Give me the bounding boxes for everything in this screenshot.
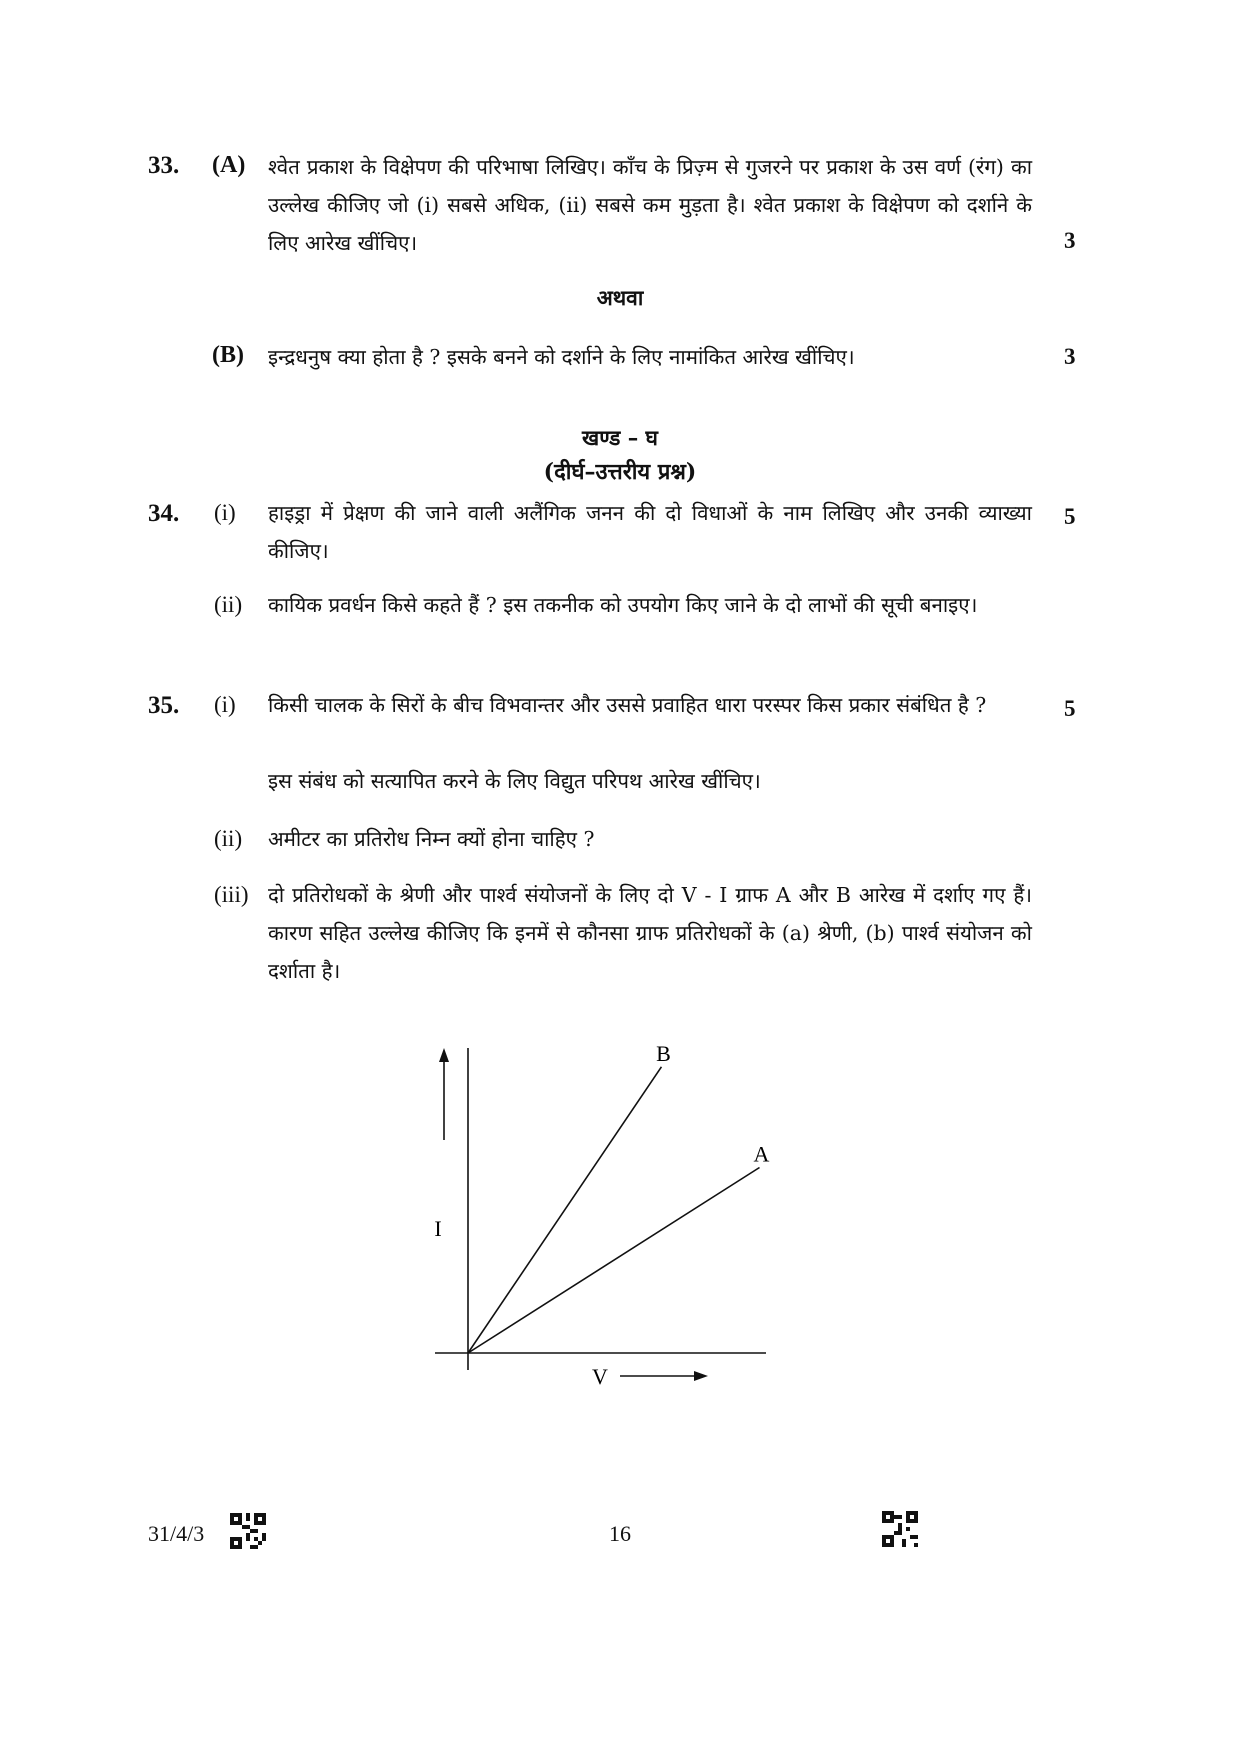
q35-part-ii-text: अमीटर का प्रतिरोध निम्न क्यों होना चाहिए ?	[268, 827, 595, 851]
q34-marks: 5	[1064, 504, 1076, 529]
vi-graph	[400, 1000, 820, 1420]
page-number: 16	[609, 1521, 631, 1546]
q33-option-b-text: इन्द्रधनुष क्या होता है ? इसके बनने को दर्शाने के लिए नामांकित आरेख खींचिए।	[268, 345, 855, 369]
paper-code: 31/4/3	[148, 1521, 205, 1546]
section-subtitle: (दीर्घ–उत्तरीय प्रश्न)	[543, 459, 697, 485]
q35-part-iii-label: (iii)	[214, 882, 249, 907]
q34-number: 34.	[148, 500, 180, 527]
q33-option-b-label: (B)	[212, 342, 244, 368]
x-axis-label: V	[592, 1364, 608, 1389]
q35-part-iii-text: दो प्रतिरोधकों के श्रेणी और पार्श्व संयोजनों के लिए दो V - I ग्राफ A और B आरेख में दर्शाए गए हैं। कारण सहित उल्लेख कीजिए कि इनमें से कौनसा ग्राफ प्रतिरोधकों के (a) श्रेणी, (b) पार्श्व संयोजन को दर्शाता है।	[268, 883, 1032, 983]
q35-part-i-text2: इस संबंध को सत्यापित करने के लिए विद्युत परिपथ आरेख खींचिए।	[268, 769, 761, 793]
q33-option-b-marks: 3	[1064, 344, 1076, 369]
q34-part-i-label: (i)	[214, 500, 236, 525]
q34-part-i-text: हाइड्रा में प्रेक्षण की जाने वाली अलैंगिक जनन की दो विधाओं के नाम लिखिए और उनकी व्याख्या कीजिए।	[268, 501, 1032, 563]
series-label-b: B	[656, 1040, 671, 1066]
graph-series	[468, 1041, 770, 1353]
section-title: खण्ड – घ	[582, 425, 658, 450]
q33-or-label: अथवा	[596, 285, 644, 310]
i-arrow-head	[439, 1048, 449, 1062]
graph-axes	[434, 1048, 766, 1389]
q35-part-i-label: (i)	[214, 692, 236, 717]
q34-part-ii-label: (ii)	[214, 592, 243, 617]
v-arrow-head	[694, 1371, 708, 1381]
q35-part-ii-label: (ii)	[214, 826, 243, 851]
q33-option-a-marks: 3	[1064, 228, 1076, 253]
q35-marks: 5	[1064, 696, 1076, 721]
q34-part-ii-text: कायिक प्रवर्धन किसे कहते हैं ? इस तकनीक को उपयोग किए जाने के दो लाभों की सूची बनाइए।	[268, 593, 978, 617]
series-line-a	[468, 1168, 760, 1354]
y-axis-label: I	[434, 1216, 442, 1241]
series-line-b	[468, 1067, 661, 1353]
qr-code-icon-right	[882, 1511, 918, 1547]
q33-option-a-label: (A)	[212, 152, 246, 178]
q33-number: 33.	[148, 152, 180, 179]
q35-number: 35.	[148, 692, 180, 719]
series-label-a: A	[753, 1141, 770, 1167]
q35-part-i-text1: किसी चालक के सिरों के बीच विभवान्तर और उससे प्रवाहित धारा परस्पर किस प्रकार संबंधित है ?	[268, 693, 987, 717]
q33-option-a-text: श्वेत प्रकाश के विक्षेपण की परिभाषा लिखिए। काँच के प्रिज़्म से गुजरने पर प्रकाश के उस वर्ण (रंग) का उल्लेख कीजिए जो (i) सबसे अधिक, (ii) सबसे कम मुड़ता है। श्वेत प्रकाश के विक्षेपण को दर्शाने के लिए आरेख खींचिए।	[268, 155, 1032, 255]
